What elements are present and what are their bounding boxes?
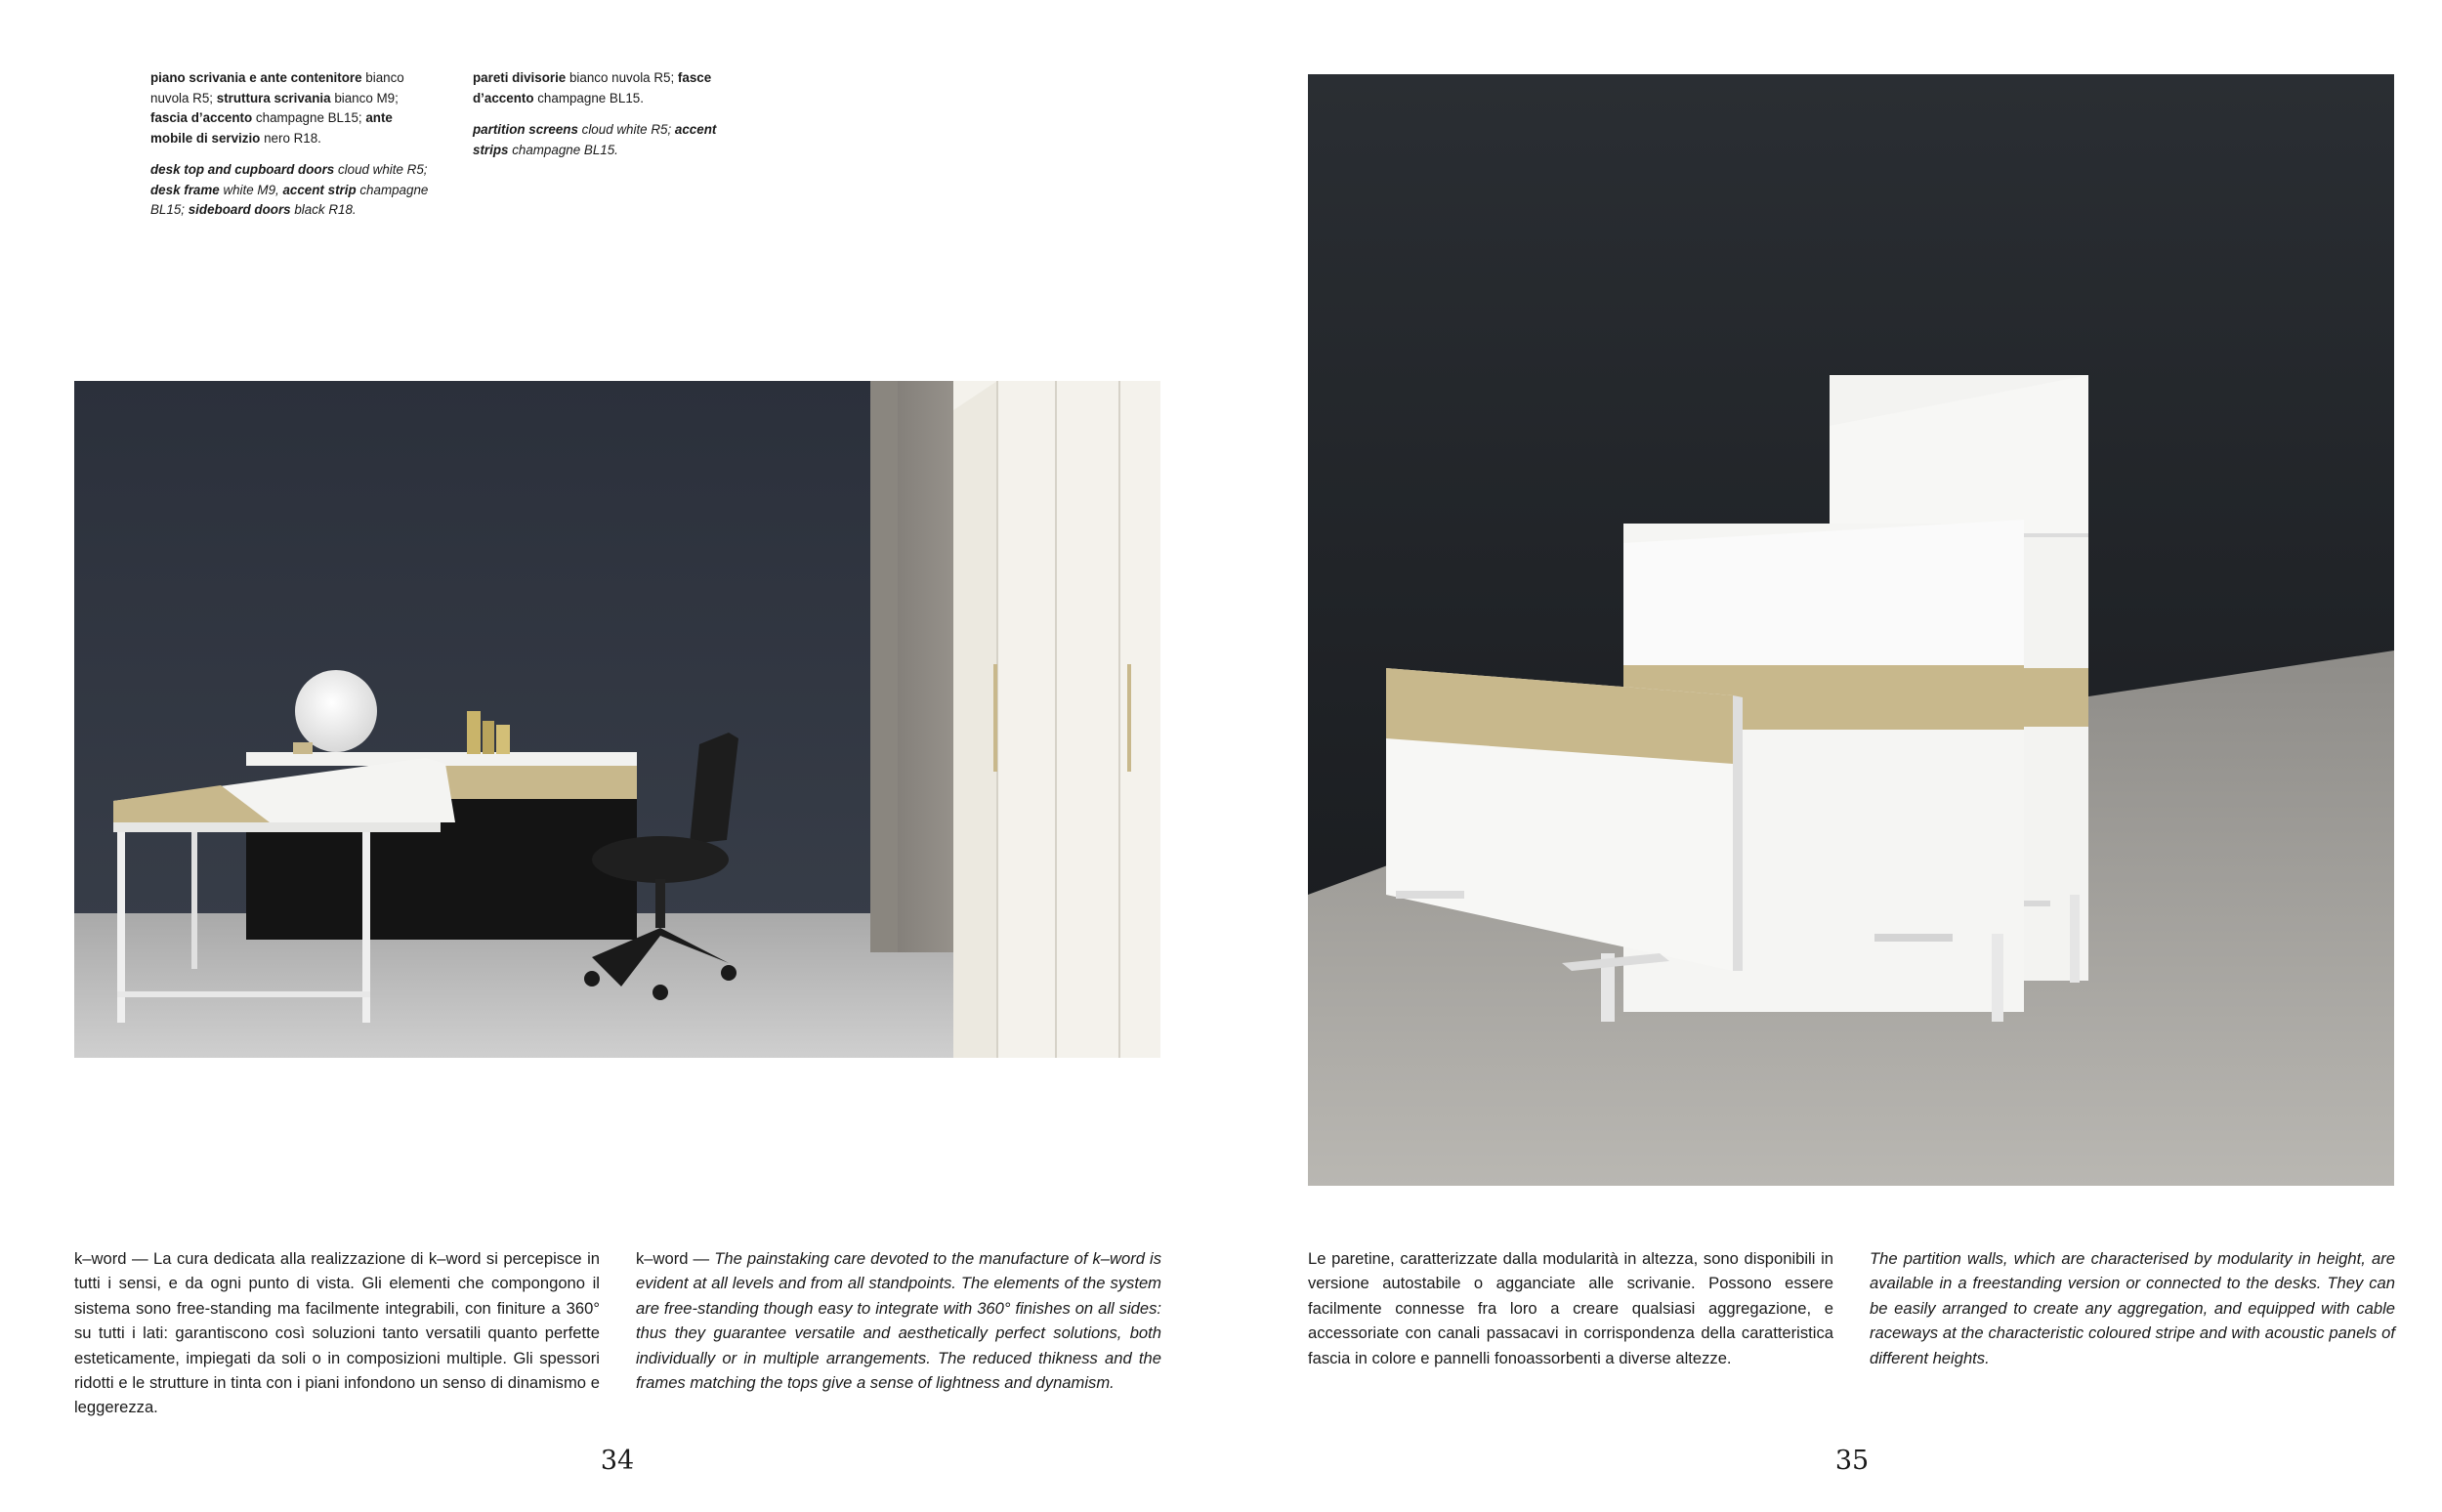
caption-column-1 bbox=[150, 68, 434, 232]
caption-1-en-value-0: cloud white R5; bbox=[334, 162, 428, 177]
caption-1-en-value-2: champagne BL15; bbox=[150, 182, 429, 217]
left-body-english bbox=[636, 1246, 1161, 1395]
caption-1-it-term-3: ante mobile di servizio bbox=[150, 110, 393, 146]
caption-1-en-term-3: sideboard doors bbox=[188, 202, 291, 217]
caption-2-en-value-0: cloud white R5; bbox=[577, 122, 675, 137]
caption-2-en-value-1: champagne BL15. bbox=[508, 142, 618, 157]
caption-1-en-term-1: desk frame bbox=[150, 182, 220, 197]
left-body-english-text: The painstaking care devoted to the manufacture of k–word is evident at all levels and from all standpoints. The elements of the system are free-standing though easy to integrate with 360° finishes on all sides: thus they guarantee versatile and aesthetically perfect solutions, both individually or in multiple arrangements. The reduced thikness and the frames matching the tops give a sense of lightness and dynamism. bbox=[636, 1249, 1162, 1393]
caption-2-it-value-1: champagne BL15. bbox=[533, 90, 644, 105]
caption-1-en-value-3: black R18. bbox=[290, 202, 357, 217]
caption-1-it-term-2: fascia d’accento bbox=[150, 110, 253, 125]
caption-1-it-value-2: champagne BL15; bbox=[252, 110, 366, 125]
caption-2-it-term-0: pareti divisorie bbox=[473, 70, 567, 85]
caption-column-2 bbox=[473, 68, 746, 172]
caption-1-en-term-2: accent strip bbox=[282, 182, 357, 197]
caption-2-it-value-0: bianco nuvola R5; bbox=[566, 70, 678, 85]
caption-1-english bbox=[150, 160, 434, 221]
page-number-left: 34 bbox=[600, 1446, 635, 1476]
left-body-english-prefix: k–word — bbox=[636, 1249, 715, 1268]
caption-1-en-value-1: white M9, bbox=[219, 182, 283, 197]
caption-2-en-term-1: accent strips bbox=[473, 122, 717, 157]
caption-1-it-value-3: nero R18. bbox=[260, 130, 321, 146]
right-body-english: The partition walls, which are characterised by modularity in height, are available in a freestanding version or connected to the desks. They can be easily arranged to create any aggregation, and equipped with cable raceways at the characteristic coloured stripe and with acoustic panels of different heights. bbox=[1870, 1249, 2395, 1367]
caption-2-english bbox=[473, 120, 746, 160]
office-desk-photo bbox=[74, 381, 1160, 1058]
caption-1-it-term-1: struttura scrivania bbox=[216, 90, 331, 105]
caption-2-en-term-0: partition screens bbox=[473, 122, 578, 137]
page-number-right: 35 bbox=[1834, 1446, 1870, 1476]
caption-2-italian bbox=[473, 68, 746, 108]
caption-1-en-term-0: desk top and cupboard doors bbox=[150, 162, 335, 177]
caption-1-italian bbox=[150, 68, 434, 148]
caption-1-it-value-0: bianco nuvola R5; bbox=[150, 70, 404, 105]
caption-1-it-value-1: bianco M9; bbox=[330, 90, 399, 105]
right-body-italian: Le paretine, caratterizzate dalla modularità in altezza, sono disponibili in versione autostabile o agganciate alle scrivanie. Possono essere facilmente connesse fra loro a creare qualsiasi aggregazione, e accessoriate con canali passacavi in corrispondenza della caratteristica fascia in colore e pannelli fonoassorbenti a diverse altezze. bbox=[1308, 1249, 1833, 1367]
caption-2-it-term-1: fasce d’accento bbox=[473, 70, 712, 105]
partition-screens-photo bbox=[1308, 74, 2394, 1186]
left-body-italian: k–word — La cura dedicata alla realizzazione di k–word si percepisce in tutti i sensi, e da ogni punto di vista. Gli elementi che compongono il sistema sono free-standing ma facilmente integrabili, con finiture a 360° su tutti i lati: garantiscono così soluzioni tanto versatili quanto perfette esteticamente, impiegati da soli o in composizioni multiple. Gli spessori ridotti e le strutture in tinta con i piani infondono un senso di dinamismo e leggerezza. bbox=[74, 1249, 600, 1417]
caption-1-it-term-0: piano scrivania e ante contenitore bbox=[150, 70, 362, 85]
